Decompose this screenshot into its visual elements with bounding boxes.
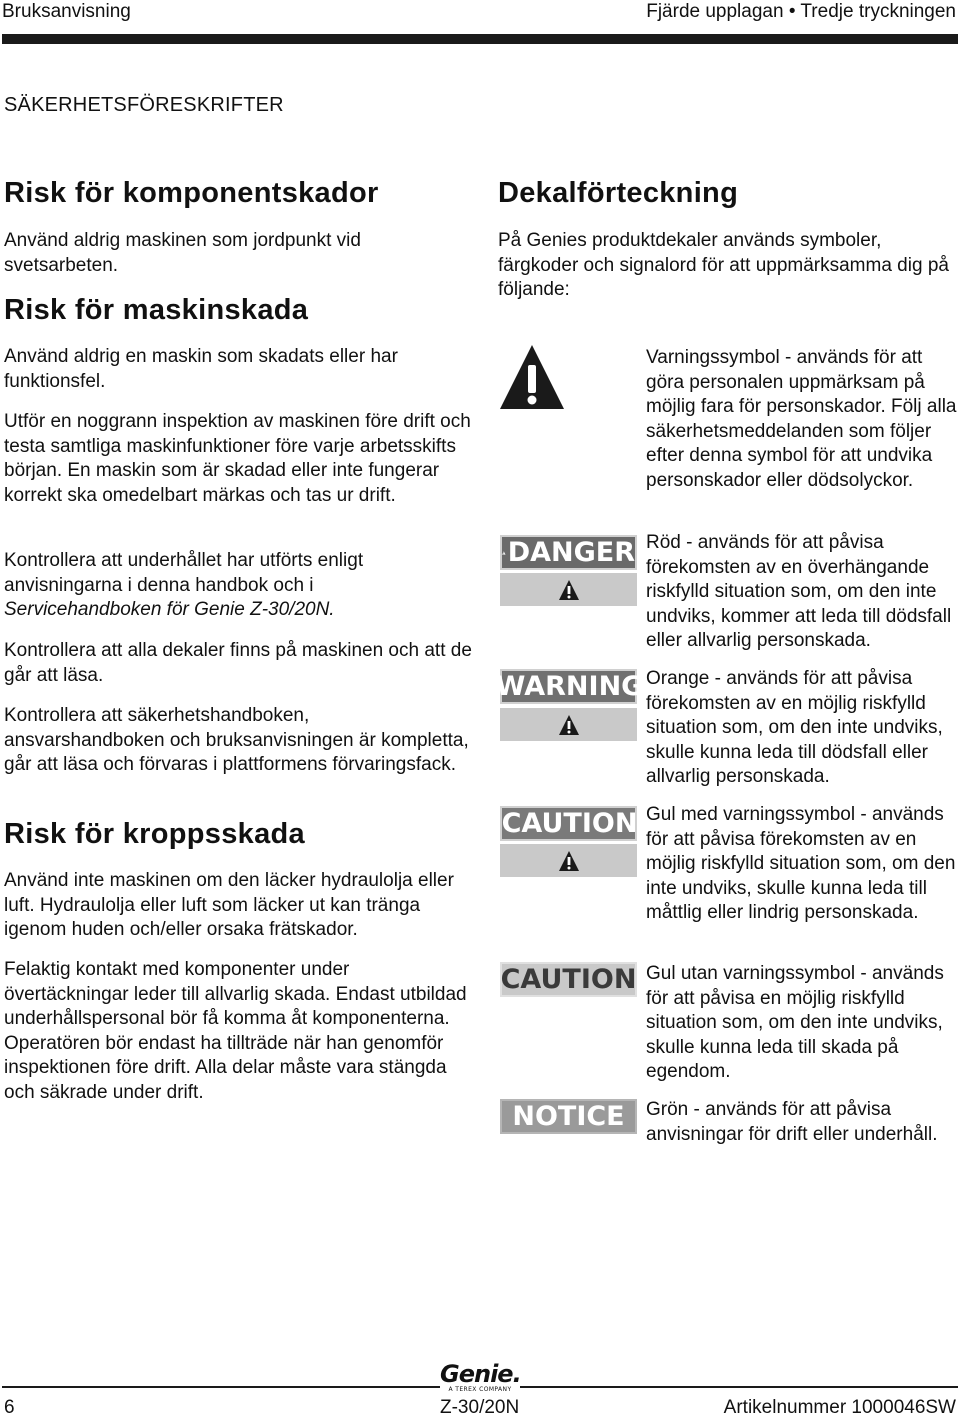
danger-label [500, 535, 637, 570]
decal-desc-alert-symbol: Varningssymbol - används för att göra personalen uppmärksam på möjlig fara för personskador. Följ alla säkerhetsmeddelanden som följer efter denna symbol för att undvika personskador eller dödsolyckor. [646, 346, 960, 494]
warning-triangle-icon [502, 542, 506, 564]
decal-intro: På Genies produktdekaler används symboler, färgkoder och signalord för att uppmärksamma dig på följande: [498, 229, 958, 303]
warning-triangle-icon [558, 714, 580, 736]
decal-desc-notice: Grön - används för att påvisa anvisningar för drift eller underhåll. [646, 1098, 960, 1147]
warning-label [500, 669, 637, 704]
logo-tagline: A TEREX COMPANY [440, 1386, 520, 1393]
body-risk-p1: Använd inte maskinen om den läcker hydraulolja eller luft. Hydraulolja eller luft som läcker ut kan tränga igenom huden och/eller orsaka frätskador. [4, 869, 474, 943]
machine-risk-p5: Kontrollera att säkerhetshandboken, ansvarshandboken och bruksanvisningen är kompletta, går att läsa och förvaras i plattformens förvaringsfack. [4, 704, 474, 778]
header-left: Bruksanvisning [2, 0, 131, 24]
header-rule [2, 34, 958, 44]
caution-no-symbol-text: CAUTION [501, 964, 637, 995]
machine-risk-p3 [4, 549, 474, 623]
footer-part-number: Artikelnummer 1000046SW [724, 1396, 956, 1420]
warning-label-symbol-panel [500, 708, 637, 741]
machine-risk-p3-text: Kontrollera att underhållet har utförts enligt anvisningarna i denna handbok och i [4, 550, 363, 596]
body-risk-p2: Felaktig kontakt med komponenter under övertäckningar leder till allvarlig skada. Endast utbildad underhållspersonal bör få komma åt komponenterna. Operatören bör endast ha tillträde när han genomför inspektionen före drift. Alla delar måste vara stängda och säkrade under drift. [4, 958, 474, 1106]
warning-triangle-icon [558, 579, 580, 601]
header-right: Fjärde upplagan • Tredje tryckningen [646, 0, 956, 24]
caution-label-text: CAUTION [502, 808, 638, 839]
caution-label-with-symbol [500, 806, 637, 841]
machine-risk-p4: Kontrollera att alla dekaler finns på maskinen och att de går att läsa. [4, 639, 474, 688]
danger-label-text: DANGER [508, 537, 635, 568]
heading-decal-list: Dekalförteckning [498, 176, 958, 210]
decal-desc-caution-symbol: Gul med varningssymbol - används för att påvisa förekomsten av en möjlig riskfylld situation som, om den inte undviks, skulle kunna leda till måttlig eller lindrig personskada. [646, 803, 960, 926]
heading-component-risk: Risk för komponentskador [4, 176, 474, 210]
heading-machine-risk: Risk för maskinskada [4, 293, 474, 327]
warning-triangle-icon [498, 343, 566, 411]
caution-label-no-symbol [500, 962, 637, 997]
decal-desc-caution-no-symbol: Gul utan varningssymbol - används för att påvisa en möjlig riskfylld situation som, om den inte undviks, skulle kunna leda till skada på egendom. [646, 962, 960, 1085]
caution-label-symbol-panel [500, 844, 637, 877]
decal-desc-danger: Röd - används för att påvisa förekomsten av en överhängande riskfylld situation som, om den inte undviks, kommer att leda till dödsfall eller allvarlig personskada. [646, 531, 960, 654]
genie-logo [440, 1362, 520, 1392]
decal-desc-warning: Orange - används för att påvisa förekomsten av en möjlig riskfylld situation som, om den inte undviks, skulle kunna leda till dödsfall eller allvarlig personskada. [646, 667, 960, 790]
heading-body-risk: Risk för kroppsskada [4, 817, 474, 851]
component-risk-text: Använd aldrig maskinen som jordpunkt vid svetsarbeten. [4, 229, 474, 278]
machine-risk-p1: Använd aldrig en maskin som skadats eller har funktionsfel. [4, 345, 474, 394]
danger-label-symbol-panel [500, 573, 637, 606]
notice-label [500, 1099, 637, 1134]
warning-label-text: WARNING [496, 671, 644, 702]
warning-triangle-icon [558, 850, 580, 872]
page-number: 6 [4, 1396, 15, 1420]
section-label: SÄKERHETSFÖRESKRIFTER [4, 94, 284, 117]
machine-risk-p2: Utför en noggrann inspektion av maskinen före drift och testa samtliga maskinfunktioner före varje arbetsskifts början. En maskin som är skadad eller inte fungerar korrekt ska omedelbart märkas och tas ur drift. [4, 410, 474, 508]
footer-model: Z-30/20N [440, 1396, 519, 1420]
notice-label-text: NOTICE [512, 1101, 624, 1132]
logo-wordmark: Genie. [440, 1362, 520, 1386]
service-manual-reference: Servicehandboken för Genie Z-30/20N. [4, 599, 335, 620]
